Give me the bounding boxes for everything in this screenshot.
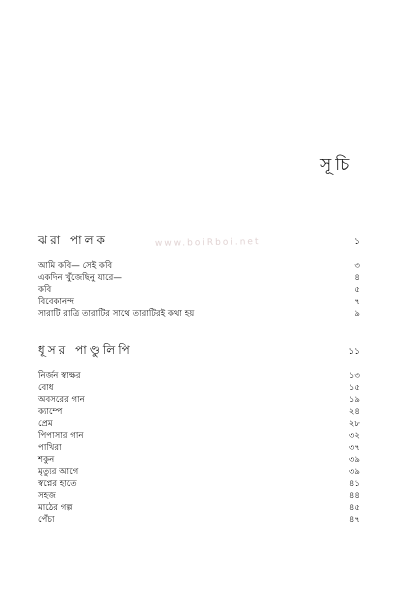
entry-title: সারাটি রাত্রি তারাটির সাথে তারাটিরই কথা হয় <box>38 309 195 319</box>
toc-entry <box>38 466 360 478</box>
entry-title: সহজ <box>38 491 56 501</box>
section-heading <box>38 232 360 250</box>
toc-entry <box>38 514 360 526</box>
entry-page-number: ৪ <box>354 273 360 283</box>
entry-title: বোধ <box>38 383 54 393</box>
toc-entry <box>38 394 360 406</box>
page-title: সূচি <box>320 155 354 175</box>
entry-page-number: ১৯ <box>348 395 360 405</box>
entry-page-number: ৫ <box>354 285 360 295</box>
toc-entry <box>38 406 360 418</box>
entry-page-number: ৯ <box>354 309 360 319</box>
toc-entry <box>38 260 360 272</box>
toc-entry <box>38 430 360 442</box>
toc-entry <box>38 502 360 514</box>
entry-title: আমি কবি— সেই কবি <box>38 261 113 271</box>
entry-page-number: ১৫ <box>348 383 360 393</box>
entry-page-number: ৩৯ <box>348 455 360 465</box>
toc-entry <box>38 296 360 308</box>
toc-entry <box>38 490 360 502</box>
entry-title: স্বপ্নের হাতে <box>38 479 77 489</box>
entry-page-number: ৩৭ <box>348 443 360 453</box>
section-title: ঝরা পালক <box>38 233 108 247</box>
entry-page-number: ২৮ <box>348 419 360 429</box>
entry-page-number: ৪৫ <box>348 503 360 513</box>
entry-title: পিপাসার গান <box>38 431 84 441</box>
entry-title: নির্জন স্বাক্ষর <box>38 371 81 381</box>
section-heading <box>38 342 360 360</box>
section-title: ধূসর পাণ্ডুলিপি <box>38 343 133 357</box>
entry-page-number: ৭ <box>354 297 360 307</box>
table-of-contents <box>38 232 360 526</box>
entry-title: একদিন খুঁজেছিনু যারে— <box>38 273 122 283</box>
toc-entry <box>38 370 360 382</box>
toc-entry <box>38 382 360 394</box>
entry-title: পাখিরা <box>38 443 62 453</box>
entry-page-number: ৪৭ <box>348 515 360 525</box>
entry-title: পেঁচা <box>38 515 55 525</box>
toc-entry <box>38 272 360 284</box>
toc-entry <box>38 478 360 490</box>
entry-page-number: ৪১ <box>348 479 360 489</box>
entry-page-number: ২৪ <box>348 407 360 417</box>
toc-entry <box>38 418 360 430</box>
entry-page-number: ৪৪ <box>348 491 360 501</box>
toc-entry <box>38 442 360 454</box>
entry-title: কবি <box>38 285 52 295</box>
toc-entry <box>38 454 360 466</box>
toc-entry <box>38 308 360 320</box>
section-page-number: ১১ <box>348 347 360 357</box>
entry-title: শকুন <box>38 455 55 465</box>
entry-title: মৃত্যুর আগে <box>38 467 79 477</box>
entry-page-number: ৩২ <box>348 431 360 441</box>
entry-title: মাঠের গল্প <box>38 503 73 513</box>
entry-title: প্রেম <box>38 419 53 429</box>
section-page-number: ১ <box>354 237 360 247</box>
entry-title: বিবেকানন্দ <box>38 297 75 307</box>
entry-page-number: ৩ <box>354 261 360 271</box>
entry-title: অবসরের গান <box>38 395 85 405</box>
entry-page-number: ১৩ <box>348 371 360 381</box>
entry-page-number: ৩৯ <box>348 467 360 477</box>
entry-title: ক্যাম্পে <box>38 407 63 417</box>
watermark-stamp: www.boiRboi.net <box>154 237 261 249</box>
toc-entry <box>38 284 360 296</box>
